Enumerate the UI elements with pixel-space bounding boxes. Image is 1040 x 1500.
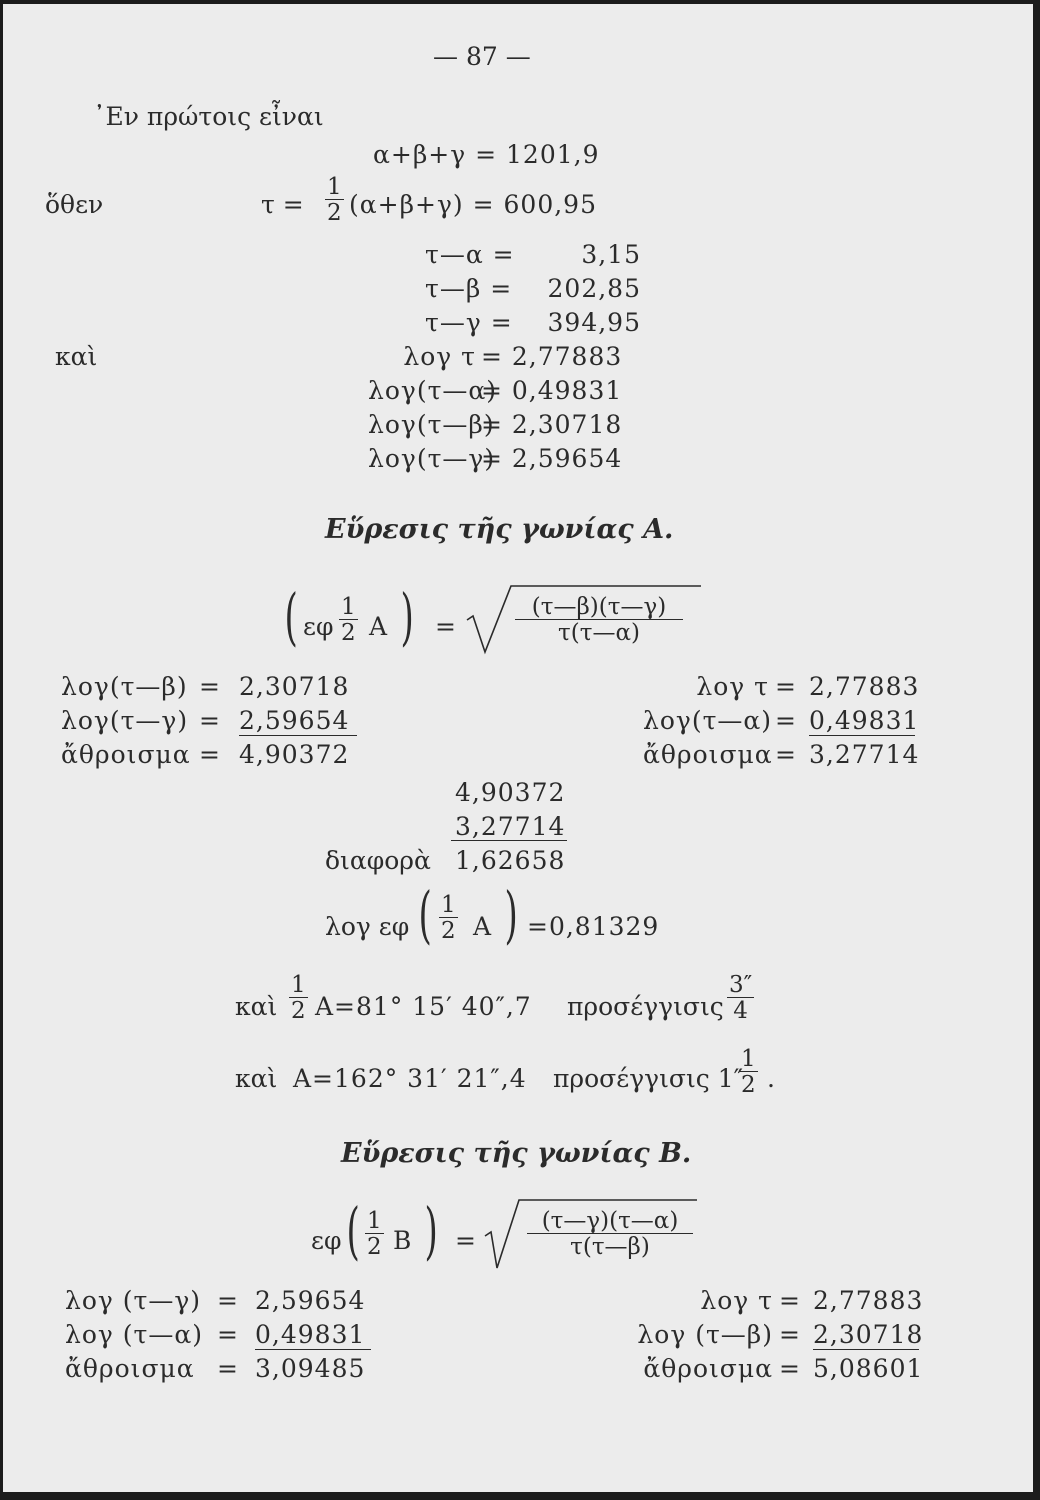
a-left-value-0: 2,30718 [239, 672, 350, 701]
b-right-eq-0: = [779, 1286, 800, 1315]
a-right-value-1: 0,49831 [809, 706, 920, 735]
half-angle-fraction [289, 974, 308, 1023]
sum-underline [255, 1349, 371, 1350]
minuend: 4,90372 [455, 778, 566, 807]
approx-fraction [727, 974, 754, 1023]
a-left-eq-0: = [199, 672, 220, 701]
b-right-label-2: ἄθροισμα [643, 1354, 773, 1383]
full-approx-label: προσέγγισις 1″ [553, 1064, 743, 1093]
diff-rhs-1: 202,85 [547, 274, 641, 303]
a-left-label-0: λογ(τ—β) [61, 672, 188, 701]
b-right-label-1: λογ (τ—β) [637, 1320, 773, 1349]
left-paren: ( [418, 878, 432, 951]
right-paren: ) [400, 580, 414, 653]
half-denominator: 2 [341, 620, 356, 646]
half-numerator: 1 [441, 892, 456, 918]
tau-rhs: (α+β+γ) = 600,95 [349, 190, 597, 219]
sum-underline [239, 735, 357, 736]
b-left-label-2: ἄθροισμα [65, 1354, 195, 1383]
b-left-eq-2: = [217, 1354, 238, 1383]
a-left-value-1: 2,59654 [239, 706, 350, 735]
a-right-eq-2: = [775, 740, 796, 769]
full-angle-value: A=162° 31′ 21″,4 [293, 1064, 527, 1093]
log-lhs-3: λογ(τ—γ) [368, 444, 496, 473]
formula-a-eq: = [435, 612, 456, 641]
book-page [3, 4, 1033, 1492]
fraction-denominator: τ(τ—β) [527, 1233, 693, 1259]
diff-lhs-1: τ—β = [425, 274, 513, 303]
a-left-label-2: ἄθροισμα [61, 740, 191, 769]
formula-b-half [365, 1210, 384, 1259]
kai-word: καὶ [235, 1064, 278, 1093]
log-ef-label: λογ εφ [325, 912, 410, 941]
kai-word: καὶ [55, 342, 98, 371]
half-fraction [325, 176, 344, 225]
right-paren: ) [504, 878, 518, 951]
half-numerator: 1 [341, 594, 356, 620]
a-right-label-2: ἄθροισμα [643, 740, 773, 769]
half-numerator: 1 [327, 174, 342, 200]
sum-underline [809, 735, 915, 736]
difference-underline [451, 840, 567, 841]
b-right-value-1: 2,30718 [813, 1320, 924, 1349]
angle-b-label: B [393, 1226, 412, 1255]
approx-label: προσέγγισις [567, 992, 724, 1021]
ef-label: εφ [311, 1226, 342, 1255]
a-right-label-1: λογ(τ—α) [643, 706, 773, 735]
log-rhs-0: = 2,77883 [481, 342, 623, 371]
left-paren: ( [284, 580, 298, 653]
log-lhs-1: λογ(τ—α) [368, 376, 498, 405]
a-left-eq-1: = [199, 706, 220, 735]
diff-rhs-0: 3,15 [581, 240, 641, 269]
tau-lhs: τ = [261, 190, 304, 219]
b-left-value-2: 3,09485 [255, 1354, 366, 1383]
ef-label: εφ [303, 612, 334, 641]
subtrahend: 3,27714 [455, 812, 566, 841]
a-right-eq-1: = [775, 706, 796, 735]
log-rhs-1: = 0,49831 [481, 376, 623, 405]
diff-lhs-2: τ—γ = [425, 308, 513, 337]
formula-a-fraction [515, 596, 683, 645]
log-ef-half [439, 894, 458, 943]
right-paren: ) [424, 1194, 438, 1267]
log-ef-angle: A [473, 912, 492, 941]
formula-b-fraction [527, 1210, 693, 1259]
log-lhs-0: λογ τ [403, 342, 476, 371]
log-rhs-2: = 2,30718 [481, 410, 623, 439]
kai-word: καὶ [235, 992, 278, 1021]
half-numerator: 1 [367, 1208, 382, 1234]
full-approx-fraction [739, 1048, 758, 1097]
a-right-value-0: 2,77883 [809, 672, 920, 701]
b-right-value-2: 5,08601 [813, 1354, 924, 1383]
log-rhs-3: = 2,59654 [481, 444, 623, 473]
b-left-value-0: 2,59654 [255, 1286, 366, 1315]
perimeter-equation: α+β+γ = 1201,9 [373, 140, 600, 169]
b-right-value-0: 2,77883 [813, 1286, 924, 1315]
log-lhs-2: λογ(τ—β) [368, 410, 495, 439]
fraction-denominator: τ(τ—α) [515, 619, 683, 645]
a-left-eq-2: = [199, 740, 220, 769]
b-left-label-0: λογ (τ—γ) [65, 1286, 202, 1315]
intro-text: ᾿Εν πρώτοις εἶναι [93, 102, 324, 131]
a-left-label-1: λογ(τ—γ) [61, 706, 189, 735]
section-a-heading: Εὕρεσις τῆς γωνίας Α. [325, 514, 674, 545]
left-paren: ( [346, 1194, 360, 1267]
approx-numerator: 1 [741, 1046, 756, 1072]
a-right-label-0: λογ τ [696, 672, 769, 701]
diff-rhs-2: 394,95 [547, 308, 641, 337]
b-left-label-1: λογ (τ—α) [65, 1320, 204, 1349]
formula-a-half [339, 596, 358, 645]
formula-b-eq: = [455, 1226, 476, 1255]
b-right-eq-2: = [779, 1354, 800, 1383]
b-right-eq-1: = [779, 1320, 800, 1349]
b-left-eq-1: = [217, 1320, 238, 1349]
difference-value: 1,62658 [455, 846, 566, 875]
log-ef-value: =0,81329 [527, 912, 660, 941]
half-denominator: 2 [441, 918, 456, 944]
half-denominator: 2 [327, 200, 342, 226]
section-b-heading: Εὕρεσις τῆς γωνίας Β. [341, 1138, 692, 1169]
half-numerator: 1 [291, 972, 306, 998]
page-number: — 87 — [433, 42, 531, 71]
a-right-eq-0: = [775, 672, 796, 701]
a-right-value-2: 3,27714 [809, 740, 920, 769]
fraction-numerator: (τ—β)(τ—γ) [531, 594, 667, 620]
approx-denominator: 4 [727, 997, 754, 1023]
diff-lhs-0: τ—α = [425, 240, 515, 269]
half-denominator: 2 [291, 998, 306, 1024]
fraction-numerator: (τ—γ)(τ—α) [541, 1208, 679, 1234]
half-denominator: 2 [367, 1234, 382, 1260]
angle-a-label: A [369, 612, 388, 641]
b-left-value-1: 0,49831 [255, 1320, 366, 1349]
a-left-value-2: 4,90372 [239, 740, 350, 769]
hothen-word: ὅθεν [45, 190, 104, 219]
full-angle-period: . [767, 1064, 775, 1093]
b-right-label-0: λογ τ [700, 1286, 773, 1315]
half-angle-value: A=81° 15′ 40″,7 [315, 992, 532, 1021]
sum-underline [813, 1349, 919, 1350]
approx-denominator: 2 [741, 1072, 756, 1098]
approx-numerator: 3″ [729, 972, 753, 998]
b-left-eq-0: = [217, 1286, 238, 1315]
difference-label: διαφορὰ [325, 846, 431, 875]
